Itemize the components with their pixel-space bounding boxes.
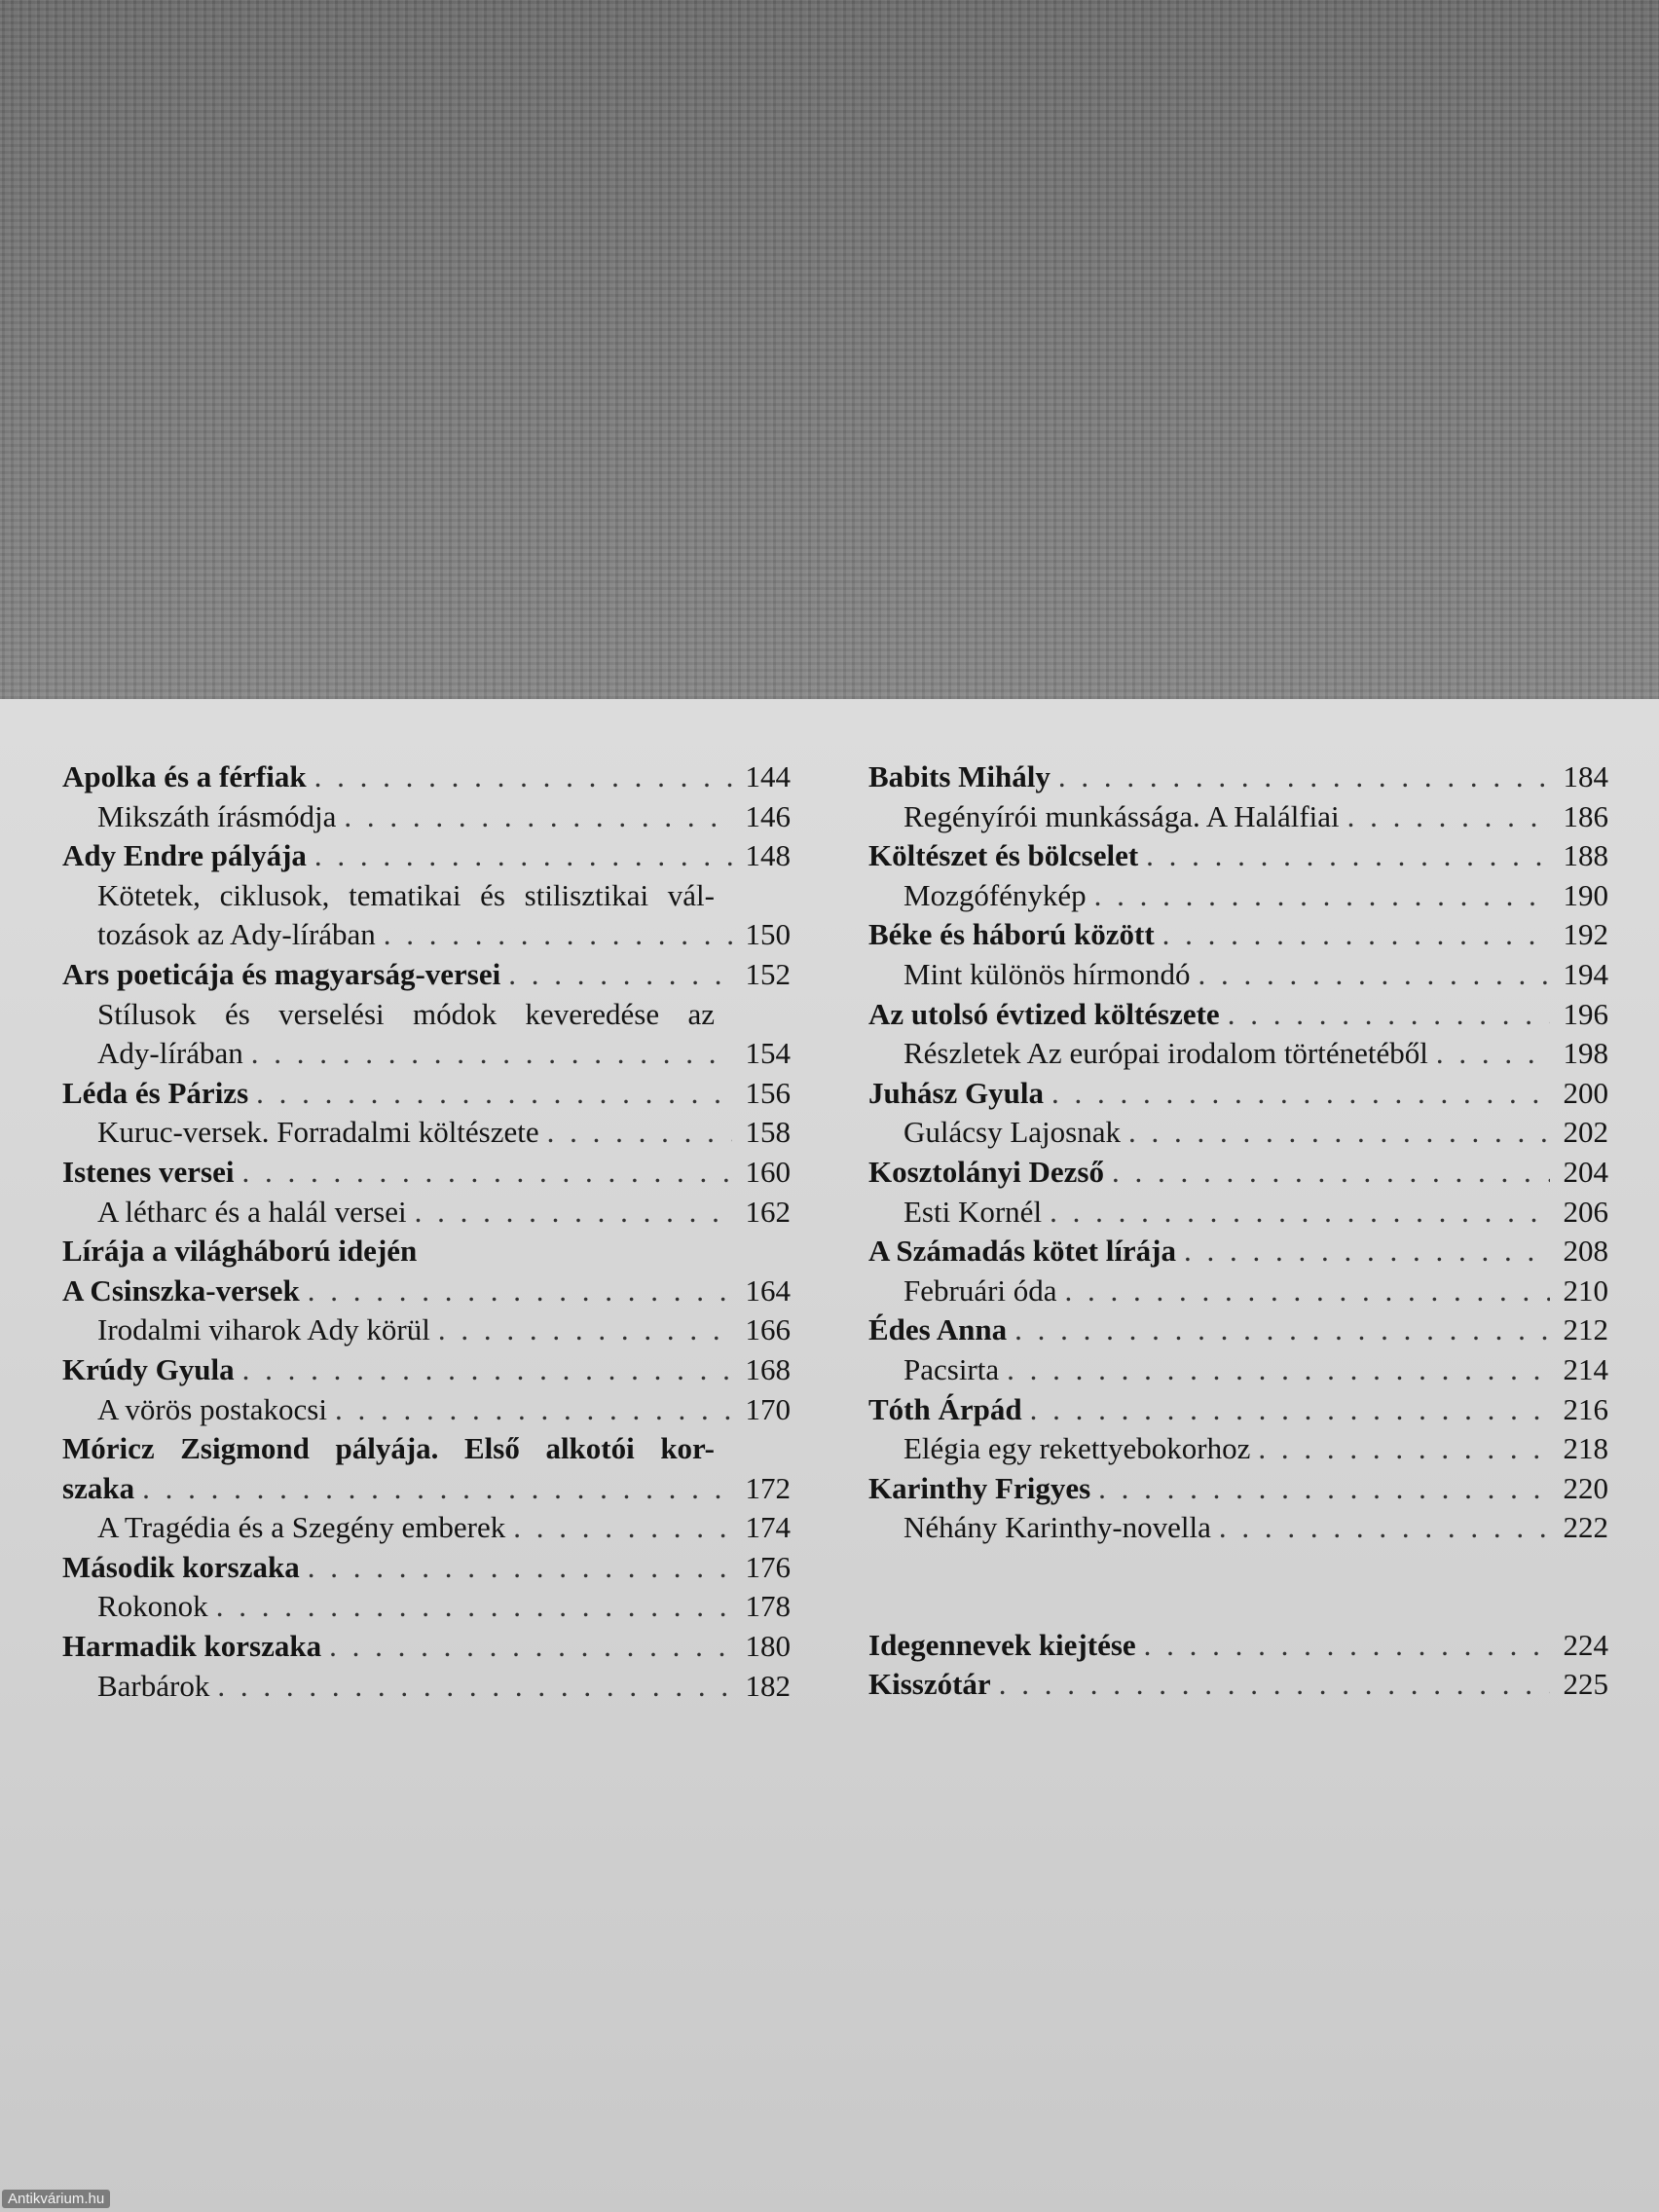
dot-leader (1030, 1390, 1550, 1430)
dot-leader (251, 1034, 732, 1074)
toc-entry-title: Ady-lírában (97, 1036, 243, 1071)
dot-leader (1219, 1508, 1550, 1548)
dot-leader (513, 1508, 732, 1548)
toc-entry-title: A létharc és a halál versei (97, 1194, 407, 1229)
toc-chapter-entry (62, 1469, 791, 1509)
toc-subsection-entry (62, 1390, 791, 1430)
dot-leader (1184, 1232, 1550, 1272)
toc-entry-title: Mikszáth írásmódja (97, 798, 337, 833)
toc-subsection-entry (868, 955, 1608, 995)
toc-entry-title: Elégia egy rekettyebokorhoz (903, 1431, 1251, 1466)
toc-page-number: 220 (1563, 1470, 1608, 1505)
toc-subsection-entry (62, 1508, 791, 1548)
dot-leader (1347, 797, 1550, 837)
toc-page-number: 154 (745, 1036, 791, 1071)
toc-page (0, 699, 1659, 2212)
toc-subsection-entry (868, 797, 1608, 837)
toc-entry-title: Karinthy Frigyes (868, 1470, 1091, 1505)
toc-subsection-entry (868, 876, 1608, 916)
dot-leader (314, 757, 732, 797)
toc-subsection-entry (868, 1272, 1608, 1311)
dot-leader (438, 1310, 732, 1350)
toc-subsection-entry (62, 1587, 791, 1627)
toc-chapter-entry (868, 1626, 1608, 1666)
toc-entry-title: Kosztolányi Dezső (868, 1154, 1104, 1189)
toc-entry-title: Második korszaka (62, 1549, 300, 1584)
toc-chapter-entry (868, 1074, 1608, 1114)
toc-page-number: 196 (1563, 996, 1608, 1031)
toc-subsection-entry (868, 1034, 1608, 1074)
toc-subsection-entry (62, 915, 791, 955)
dot-leader (1128, 1113, 1550, 1153)
toc-entry-title: Részletek Az európai irodalom történetéből (903, 1036, 1428, 1071)
toc-page-number: 144 (745, 759, 791, 793)
toc-entry-title: Barbárok (97, 1668, 210, 1703)
dot-leader (242, 1350, 732, 1390)
toc-chapter-entry (62, 1350, 791, 1390)
toc-chapter-entry (62, 1074, 791, 1114)
toc-page-number: 156 (745, 1075, 791, 1110)
toc-entry-first-line: Stílusok és verselési módok keveredése az (97, 996, 715, 1031)
toc-entry-title: Esti Kornél (903, 1194, 1043, 1229)
toc-page-number: 184 (1563, 759, 1608, 793)
toc-chapter-entry (62, 1627, 791, 1667)
toc-entry-title: Béke és háború között (868, 917, 1155, 952)
toc-subsection-entry (868, 1193, 1608, 1233)
dot-leader (329, 1627, 732, 1667)
toc-entry-title: Harmadik korszaka (62, 1629, 322, 1664)
dot-leader (1098, 1469, 1550, 1509)
toc-entry-first-line: Lírája a világháború idején (62, 1234, 418, 1269)
toc-entry-title: Kuruc-versek. Forradalmi költészete (97, 1115, 539, 1150)
toc-page-number: 225 (1563, 1667, 1608, 1702)
toc-entry-title: Krúdy Gyula (62, 1351, 235, 1386)
toc-page-number: 186 (1563, 798, 1608, 833)
dot-leader (142, 1469, 732, 1509)
toc-page-number: 216 (1563, 1391, 1608, 1426)
toc-chapter-entry (868, 915, 1608, 955)
toc-subsection-entry (62, 1113, 791, 1153)
toc-page-number: 200 (1563, 1075, 1608, 1110)
toc-subsection-entry (868, 1113, 1608, 1153)
toc-entry-title: Idegennevek kiejtése (868, 1627, 1136, 1662)
toc-page-number: 194 (1563, 956, 1608, 991)
appendix-spacer (868, 1548, 1608, 1626)
toc-subsection-entry (62, 1034, 791, 1074)
toc-page-number: 174 (745, 1510, 791, 1545)
toc-entry-title: A Tragédia és a Szegény emberek (97, 1510, 506, 1545)
toc-page-number: 152 (745, 956, 791, 991)
toc-subsection-entry (62, 797, 791, 837)
toc-entry-title: Istenes versei (62, 1154, 235, 1189)
toc-page-number: 222 (1563, 1510, 1608, 1545)
dot-leader (999, 1665, 1550, 1705)
dot-leader (1228, 995, 1550, 1035)
toc-page-number: 190 (1563, 877, 1608, 912)
dot-leader (384, 915, 732, 955)
toc-entry-title: A Csinszka-versek (62, 1272, 300, 1308)
toc-page-number: 178 (745, 1589, 791, 1624)
toc-page-number: 176 (745, 1549, 791, 1584)
toc-page-number: 202 (1563, 1115, 1608, 1150)
dot-leader (415, 1193, 732, 1233)
toc-entry-title: Tóth Árpád (868, 1391, 1022, 1426)
dot-leader (1065, 1272, 1550, 1311)
toc-page-number: 170 (745, 1391, 791, 1426)
toc-subsection-entry (62, 1193, 791, 1233)
toc-entry-title: Kisszótár (868, 1667, 991, 1702)
toc-page-number: 214 (1563, 1351, 1608, 1386)
toc-chapter-entry (868, 1469, 1608, 1509)
toc-page-number: 148 (745, 838, 791, 873)
toc-page-number: 162 (745, 1194, 791, 1229)
toc-page-number: 158 (745, 1115, 791, 1150)
dot-leader (241, 1153, 732, 1193)
toc-page-number: 168 (745, 1351, 791, 1386)
dot-leader (508, 955, 732, 995)
toc-entry-title: Mint különös hírmondó (903, 956, 1191, 991)
toc-subsection-entry (62, 1310, 791, 1350)
toc-page-number: 210 (1563, 1272, 1608, 1308)
toc-entry-title: Irodalmi viharok Ady körül (97, 1312, 430, 1347)
dot-leader (1436, 1034, 1550, 1074)
toc-page-number: 198 (1563, 1036, 1608, 1071)
toc-entry-title: Gulácsy Lajosnak (903, 1115, 1121, 1150)
toc-entry-title: Ars poeticája és magyarság-versei (62, 956, 501, 991)
toc-page-number: 208 (1563, 1234, 1608, 1269)
dot-leader (1007, 1350, 1550, 1390)
toc-chapter-entry (62, 1272, 791, 1311)
dot-leader (335, 1390, 732, 1430)
toc-chapter-entry (868, 757, 1608, 797)
toc-chapter-entry (868, 1310, 1608, 1350)
toc-entry-title: Juhász Gyula (868, 1075, 1045, 1110)
toc-page-number: 188 (1563, 838, 1608, 873)
toc-chapter-entry (62, 836, 791, 876)
toc-entry-title: A vörös postakocsi (97, 1391, 327, 1426)
toc-entry-title: Babits Mihály (868, 759, 1051, 793)
toc-page-number: 160 (745, 1154, 791, 1189)
dot-leader (308, 1272, 732, 1311)
watermark-logo: Antikvárium.hu (2, 2190, 110, 2208)
toc-right-column (868, 757, 1608, 1705)
dot-leader (1058, 757, 1550, 797)
toc-page-number: 150 (745, 917, 791, 952)
toc-page-number: 218 (1563, 1431, 1608, 1466)
dot-leader (308, 1548, 732, 1588)
toc-chapter-entry (62, 1548, 791, 1588)
dot-leader (1050, 1193, 1550, 1233)
toc-chapter-entry (62, 955, 791, 995)
dot-leader (1162, 915, 1550, 955)
toc-entry-first-line: Kötetek, ciklusok, tematikai és stilisztikai vál- (97, 877, 715, 912)
toc-left-column (62, 757, 791, 1706)
dot-leader (1094, 876, 1550, 916)
toc-entry-title: Februári óda (903, 1272, 1057, 1308)
toc-entry-title: Mozgófénykép (903, 877, 1087, 912)
toc-chapter-entry (868, 836, 1608, 876)
dot-leader (547, 1113, 732, 1153)
toc-page-number: 172 (745, 1470, 791, 1505)
dot-leader (1112, 1153, 1550, 1193)
toc-entry-first-line: Móricz Zsigmond pályája. Első alkotói kor- (62, 1431, 715, 1466)
toc-chapter-entry (868, 1153, 1608, 1193)
dot-leader (344, 797, 732, 837)
toc-page-number: 166 (745, 1312, 791, 1347)
dot-leader (1144, 1626, 1550, 1666)
toc-entry-title: Néhány Karinthy-novella (903, 1510, 1211, 1545)
toc-page-number: 212 (1563, 1312, 1608, 1347)
toc-page-number: 182 (745, 1668, 791, 1703)
book-cover-background (0, 0, 1659, 699)
dot-leader (1051, 1074, 1550, 1114)
toc-entry-title: Regényírói munkássága. A Halálfiai (903, 798, 1340, 833)
toc-page-number: 192 (1563, 917, 1608, 952)
toc-chapter-entry (868, 1390, 1608, 1430)
toc-entry-title: Édes Anna (868, 1312, 1008, 1347)
toc-chapter-entry (868, 1665, 1608, 1705)
toc-subsection-entry (868, 1350, 1608, 1390)
dot-leader (1258, 1429, 1550, 1469)
toc-entry-title: Léda és Párizs (62, 1075, 249, 1110)
toc-chapter-entry (868, 1232, 1608, 1272)
toc-subsection-entry (62, 1667, 791, 1707)
toc-chapter-entry (62, 1153, 791, 1193)
toc-entry-title: Pacsirta (903, 1351, 1000, 1386)
toc-entry-title: Ady Endre pályája (62, 838, 307, 873)
toc-entry-title: Rokonok (97, 1589, 208, 1624)
toc-page-number: 146 (745, 798, 791, 833)
toc-entry-title: Az utolsó évtized költészete (868, 996, 1220, 1031)
toc-page-number: 206 (1563, 1194, 1608, 1229)
dot-leader (216, 1587, 732, 1627)
toc-page-number: 224 (1563, 1627, 1608, 1662)
toc-subsection-entry (868, 1429, 1608, 1469)
dot-leader (314, 836, 732, 876)
toc-chapter-entry (62, 757, 791, 797)
dot-leader (1014, 1310, 1550, 1350)
toc-entry-title: A Számadás kötet lírája (868, 1234, 1177, 1269)
toc-entry-title: Költészet és bölcselet (868, 838, 1139, 873)
dot-leader (1198, 955, 1550, 995)
toc-page-number: 204 (1563, 1154, 1608, 1189)
dot-leader (217, 1667, 732, 1707)
dot-leader (256, 1074, 732, 1114)
toc-subsection-entry (868, 1508, 1608, 1548)
toc-chapter-entry (868, 995, 1608, 1035)
toc-page-number: 180 (745, 1629, 791, 1664)
toc-entry-title: szaka (62, 1470, 135, 1505)
toc-entry-title: tozások az Ady-lírában (97, 917, 376, 952)
toc-entry-title: Apolka és a férfiak (62, 759, 307, 793)
dot-leader (1146, 836, 1550, 876)
toc-page-number: 164 (745, 1272, 791, 1308)
